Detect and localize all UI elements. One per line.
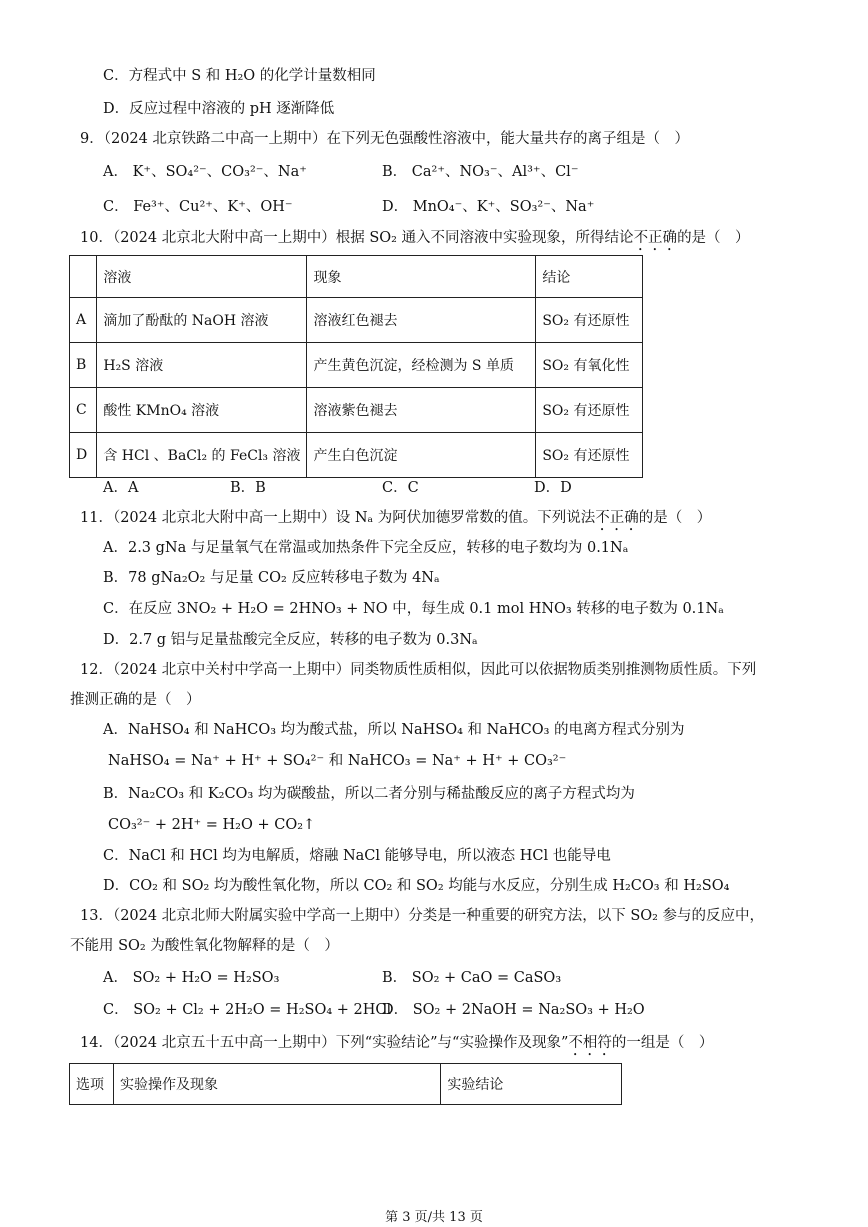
q10-option-c: C．C <box>382 480 419 496</box>
q11-stem-post: 的是（ ） <box>638 510 712 526</box>
q13-stem-line2: 不能用 SO₂ 为酸性氧化物解释的是（ ） <box>70 938 339 954</box>
table-header-row <box>70 1064 622 1105</box>
q14-stem-emphasis: 不相符 <box>568 1035 612 1051</box>
q12-stem-line1: 12．（2024 北京中关村中学高一上期中）同类物质性质相似，因此可以依据物质类别推测物质性质。下列 <box>80 662 757 678</box>
q10-stem-post: 的是（ ） <box>677 230 750 246</box>
table-cell: 溶液红色褪去 <box>307 298 536 343</box>
q14-stem-pre: 14．（2024 北京五十五中高一上期中）下列“实验结论”与“实验操作及现象” <box>80 1035 569 1051</box>
table-cell: C <box>70 388 97 433</box>
table-row <box>70 343 643 388</box>
q12-option-a-line1: A．NaHSO₄ 和 NaHCO₃ 均为酸式盐，所以 NaHSO₄ 和 NaHCO₃ 的电离方程式分别为 <box>103 722 685 738</box>
q9-option-b: B． Ca²⁺、NO₃⁻、Al³⁺、Cl⁻ <box>382 164 579 180</box>
q9-option-c: C． Fe³⁺、Cu²⁺、K⁺、OH⁻ <box>103 199 293 215</box>
q9-option-a: A． K⁺、SO₄²⁻、CO₃²⁻、Na⁺ <box>103 164 307 180</box>
table-header-cell: 实验操作及现象 <box>113 1064 440 1105</box>
q10-table <box>69 255 643 478</box>
table-cell: B <box>70 343 97 388</box>
q11-option-d: D．2.7 g 铝与足量盐酸完全反应，转移的电子数为 0.3Nₐ <box>103 632 478 648</box>
q12-option-d: D．CO₂ 和 SO₂ 均为酸性氧化物，所以 CO₂ 和 SO₂ 均能与水反应，分别生成 H₂CO₃ 和 H₂SO₄ <box>103 878 730 894</box>
table-cell: 产生白色沉淀 <box>307 433 536 478</box>
q11-option-b: B．78 gNa₂O₂ 与足量 CO₂ 反应转移电子数为 4Nₐ <box>103 570 440 586</box>
q12-option-c: C．NaCl 和 HCl 均为电解质，熔融 NaCl 能够导电，所以液态 HCl 也能导电 <box>103 848 611 864</box>
q11-stem-emphasis: 不正确 <box>595 510 639 526</box>
q12-stem-line2: 推测正确的是（ ） <box>70 692 201 708</box>
q10-stem <box>80 228 750 254</box>
page-footer: 第 3 页/共 13 页 <box>385 1210 483 1225</box>
q13-stem-line1: 13．（2024 北京北师大附属实验中学高一上期中）分类是一种重要的研究方法，以下 SO₂ 参与的反应中， <box>80 908 765 924</box>
table-cell: 滴加了酚酞的 NaOH 溶液 <box>97 298 307 343</box>
table-cell: SO₂ 有氧化性 <box>536 343 643 388</box>
table-cell: SO₂ 有还原性 <box>536 388 643 433</box>
table-header-cell: 结论 <box>536 256 643 298</box>
q9-option-d: D． MnO₄⁻、K⁺、SO₃²⁻、Na⁺ <box>382 199 595 215</box>
q13-option-c: C． SO₂ + Cl₂ + 2H₂O = H₂SO₄ + 2HCl <box>103 1002 392 1018</box>
q10-option-d: D．D <box>534 480 572 496</box>
table-cell: 溶液紫色褪去 <box>307 388 536 433</box>
q14-stem <box>80 1033 713 1059</box>
table-header-cell: 溶液 <box>97 256 307 298</box>
table-cell: 产生黄色沉淀，经检测为 S 单质 <box>307 343 536 388</box>
q10-stem-emphasis: 不正确 <box>633 230 678 246</box>
table-cell: A <box>70 298 97 343</box>
q10-option-a: A．A <box>103 480 139 496</box>
q12-option-b-line2: CO₃²⁻ + 2H⁺ = H₂O + CO₂↑ <box>108 817 316 833</box>
q12-option-b-line1: B．Na₂CO₃ 和 K₂CO₃ 均为碳酸盐，所以二者分别与稀盐酸反应的离子方程式均为 <box>103 786 635 802</box>
table-cell: H₂S 溶液 <box>97 343 307 388</box>
q12-option-a-line2: NaHSO₄ = Na⁺ + H⁺ + SO₄²⁻ 和 NaHCO₃ = Na⁺ + H⁺ + CO₃²⁻ <box>108 753 567 769</box>
q9-stem: 9．（2024 北京铁路二中高一上期中）在下列无色强酸性溶液中，能大量共存的离子组是（ ） <box>80 131 689 147</box>
q14-table <box>69 1063 622 1105</box>
table-cell: 酸性 KMnO₄ 溶液 <box>97 388 307 433</box>
q14-stem-post: 的一组是（ ） <box>611 1035 714 1051</box>
q13-option-b: B． SO₂ + CaO = CaSO₃ <box>382 970 562 986</box>
q10-stem-pre: 10．（2024 北京北大附中高一上期中）根据 SO₂ 通入不同溶液中实验现象，所得结论 <box>80 230 634 246</box>
q13-option-a: A． SO₂ + H₂O = H₂SO₃ <box>103 970 280 986</box>
table-header-cell: 实验结论 <box>441 1064 622 1105</box>
table-header-cell: 选项 <box>70 1064 114 1105</box>
q11-option-a: A．2.3 gNa 与足量氧气在常温或加热条件下完全反应，转移的电子数均为 0.1Nₐ <box>103 540 629 556</box>
q11-stem <box>80 508 711 534</box>
q8-option-d: D．反应过程中溶液的 pH 逐渐降低 <box>103 101 335 117</box>
table-row <box>70 388 643 433</box>
q8-option-c: C．方程式中 S 和 H₂O 的化学计量数相同 <box>103 68 376 84</box>
q10-option-b: B．B <box>230 480 266 496</box>
table-cell: SO₂ 有还原性 <box>536 433 643 478</box>
table-header-cell <box>70 256 97 298</box>
table-cell: SO₂ 有还原性 <box>536 298 643 343</box>
table-row <box>70 298 643 343</box>
q13-option-d: D． SO₂ + 2NaOH = Na₂SO₃ + H₂O <box>382 1002 645 1018</box>
table-header-cell: 现象 <box>307 256 536 298</box>
q11-stem-pre: 11．（2024 北京北大附中高一上期中）设 Nₐ 为阿伏加德罗常数的值。下列说法 <box>80 510 596 526</box>
table-cell: 含 HCl 、BaCl₂ 的 FeCl₃ 溶液 <box>97 433 307 478</box>
q11-option-c: C．在反应 3NO₂ + H₂O = 2HNO₃ + NO 中，每生成 0.1 mol HNO₃ 转移的电子数为 0.1Nₐ <box>103 601 724 617</box>
table-header-row <box>70 256 643 298</box>
table-cell: D <box>70 433 97 478</box>
table-row <box>70 433 643 478</box>
